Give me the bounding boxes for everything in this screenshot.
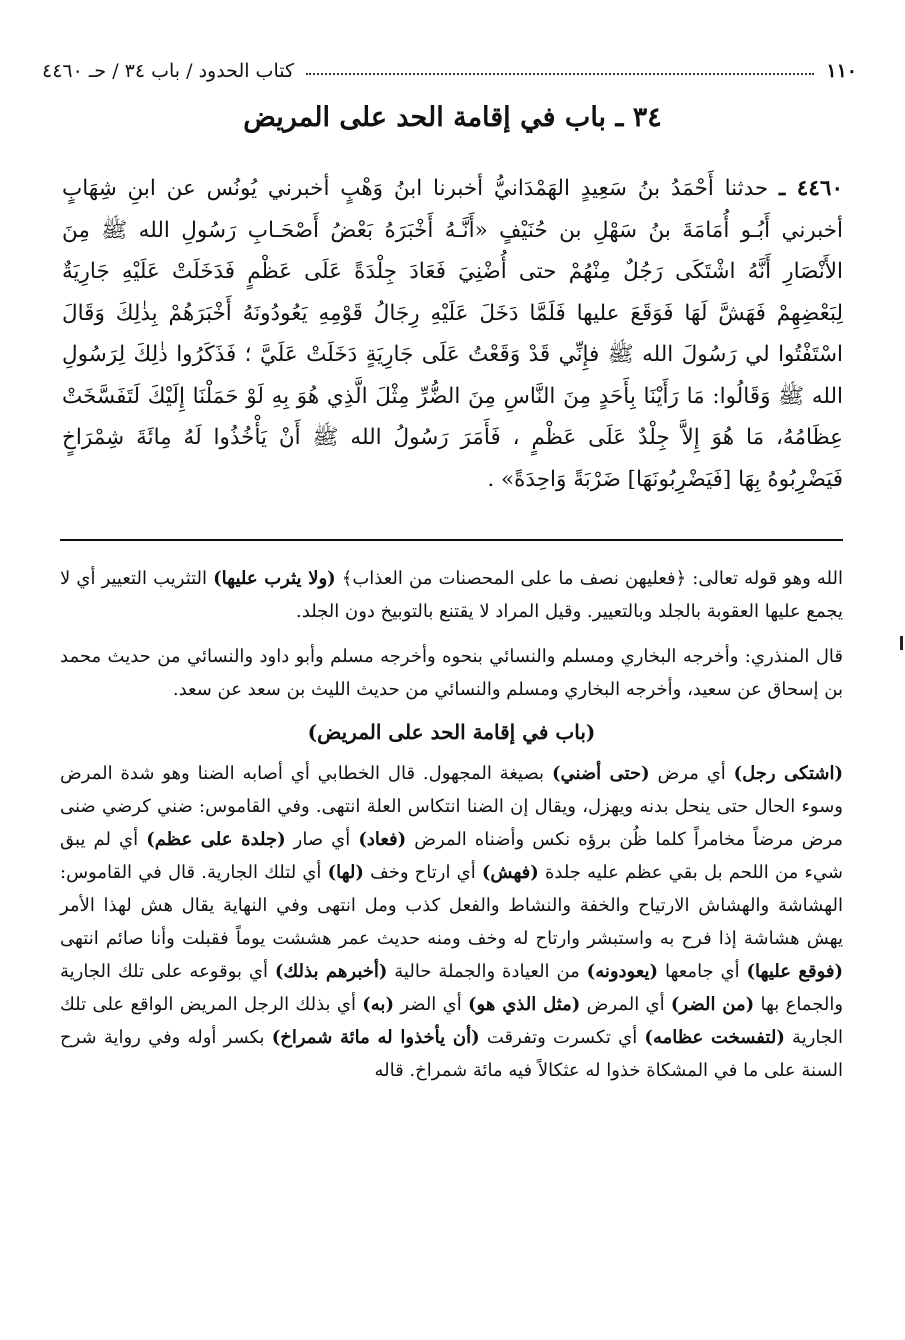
footnote-divider [60,539,843,541]
keyword: (لتفسخت عظامه) [644,1027,785,1048]
page-number: ١١٠ [826,60,857,82]
commentary-text: أي جامعها [658,961,747,982]
keyword: (يعودونه) [586,961,659,982]
commentary-text: بكسر أوله وفي رواية شرح السنة على ما في المشكاة خذوا له عثكالاً فيه مائة شمراخ. قاله [60,1027,843,1081]
keyword: (أخبرهم بذلك) [274,961,388,982]
commentary-text: أي ارتاح وخف [363,862,482,883]
spacer [60,628,843,640]
commentary-text: من العيادة والجملة حالية [387,961,587,982]
keyword: (ولا يثرب عليها) [213,568,336,589]
running-title: كتاب الحدود / باب ٣٤ / حـ ٤٤٦٠ [42,60,295,82]
commentary-paragraph-2: قال المنذري: وأخرجه البخاري ومسلم والنسائي بنحوه وأخرجه مسلم وأبو داود والنسائي من حديث محمد بن إسحاق عن سعيد، وأخرجه البخاري ومسلم والنسائي من حديث الليث بن سعد عن سعد. [60,646,843,700]
commentary-text: أي صار [285,829,359,850]
commentary-subheading: (باب في إقامة الحد على المريض) [307,720,596,744]
keyword: (اشتكى رجل) [733,763,843,784]
keyword: (فعاد) [358,829,407,850]
scan-edge-mark [900,636,903,650]
chapter-title: ٣٤ ـ باب في إقامة الحد على المريض [243,102,662,133]
hadith-text [62,168,843,500]
commentary-text: أي بوقوعه على تلك الجارية والجماع بها [60,961,844,1015]
keyword: (حتى أضني) [551,763,650,784]
commentary-text: التثريب التعيير أي لا يجمع عليها العقوبة بالجلد وبالتعيير. وقيل المراد لا يقتنع بالتوبيخ دون الجلد. [60,568,843,622]
commentary-text: أي لتلك الجارية. قال في القاموس: الهشاشة والهشاش الارتياح والخفة والنشاط والفعل كذب ومل انتهى وفي النهاية يقال هش لهذا الأمر يهش هشاشة إذا فرح به واستبشر وارتاح له وخف ومنه حديث عمر هششت يوماً فقبلت وأنا صائم انتهى [60,862,843,949]
commentary-text: أي الضر [393,994,469,1015]
commentary-text: أي المرض [580,994,671,1015]
keyword: (من الضر) [670,994,755,1015]
keyword: (لها) [327,862,364,883]
keyword: (مثل الذي هو) [468,994,581,1015]
commentary-paragraph-3 [60,757,843,1087]
commentary-paragraph-1 [60,562,843,628]
hadith-number: ٤٤٦٠ ـ [779,176,843,201]
running-header [42,52,857,82]
commentary-text: بصيغة المجهول. قال الخطابي أي أصابه الضنا وهو شدة المرض وسوء الحال حتى ينحل بدنه ويهزل، ويقال إن الضنا انتكاس العلة انتهى. وفي القاموس: ضني كرضي ضنى مرض مرضاً مخامراً كلما ظُن برؤه نكس وأضناه المرض [60,763,844,850]
commentary-text: أي مرض [649,763,734,784]
verse-quote: الله وهو قوله تعالى: ﴿فعليهن نصف ما على المحصنات من العذاب﴾ [341,568,843,589]
commentary-text: أي لم يبق شيء من اللحم بل بقي عظم عليه جلدة [60,829,843,883]
keyword: (فوقع عليها) [746,961,843,982]
hadith-body: حدثنا أَحْمَدُ بنُ سَعِيدٍ الهَمْدَانيُّ أخبرنا ابنُ وَهْبٍ أخبرني يُونُس عن ابنِ شِهَابٍ أخبرني أَبُـو أُمَامَةَ بنُ سَهْلِ بن حُنَيْفٍ «أَنَّـهُ أَخْبَرَهُ بَعْضُ أَصْحَـابِ رَسُولِ الله ﷺ مِنَ الأَنْصَارِ أَنَّهُ اشْتَكَى رَجُلٌ مِنْهُمْ حتى أُضْنِيَ فَعَادَ جِلْدَةً عَلَى عَظْمٍ فَدَخَلَتْ عَلَيْهِ جَارِيَةٌ لِبَعْضِهِمْ فَهَشَّ لَهَا فَوَقَعَ عليها فَلَمَّا دَخَلَ عَلَيْهِ رِجَالُ قَوْمِهِ يَعُودُونَهُ أَخْبَرَهُمْ بِذٰلِكَ وَقَالَ اسْتَفْتُوا لي رَسُولَ الله ﷺ فإِنِّي قَدْ وَقَعْتُ عَلَى جَارِيَةٍ دَخَلَتْ عَلَيَّ ؛ فَذَكَرُوا ذٰلِكَ لِرَسُولِ الله ﷺ وَقَالُوا: مَا رَأَيْنَا بِأَحَدٍ مِنَ النَّاسِ مِنَ الضُّرِّ مِثْلَ الَّذِي هُوَ بِهِ لَوْ حَمَلْنَا إِلَيْكَ لَتَفَسَّخَتْ عِظَامُهُ، مَا هُوَ إِلاَّ جِلْدٌ عَلَى عَظْمٍ ، فَأَمَرَ رَسُولُ الله ﷺ أَنْ يَأْخُذُوا لَهُ مِائَةَ شِمْرَاخٍ فَيَضْرِبُوهُ بِهَا [فَيَضْرِبُونَهَا] ضَرْبَةً وَاحِدَةً» . [62,176,843,492]
keyword: (أن يأخذوا له مائة شمراخ) [271,1027,480,1048]
keyword: (فهش) [481,862,539,883]
commentary-text: أي بذلك الرجل المريض الواقع على تلك الجارية [60,994,843,1048]
commentary-text: أي تكسرت وتفرقت [479,1027,645,1048]
keyword: (جلدة على عظم) [146,829,286,850]
header-dot-leader [306,73,814,75]
keyword: (به) [362,994,394,1015]
commentary [60,562,843,1087]
